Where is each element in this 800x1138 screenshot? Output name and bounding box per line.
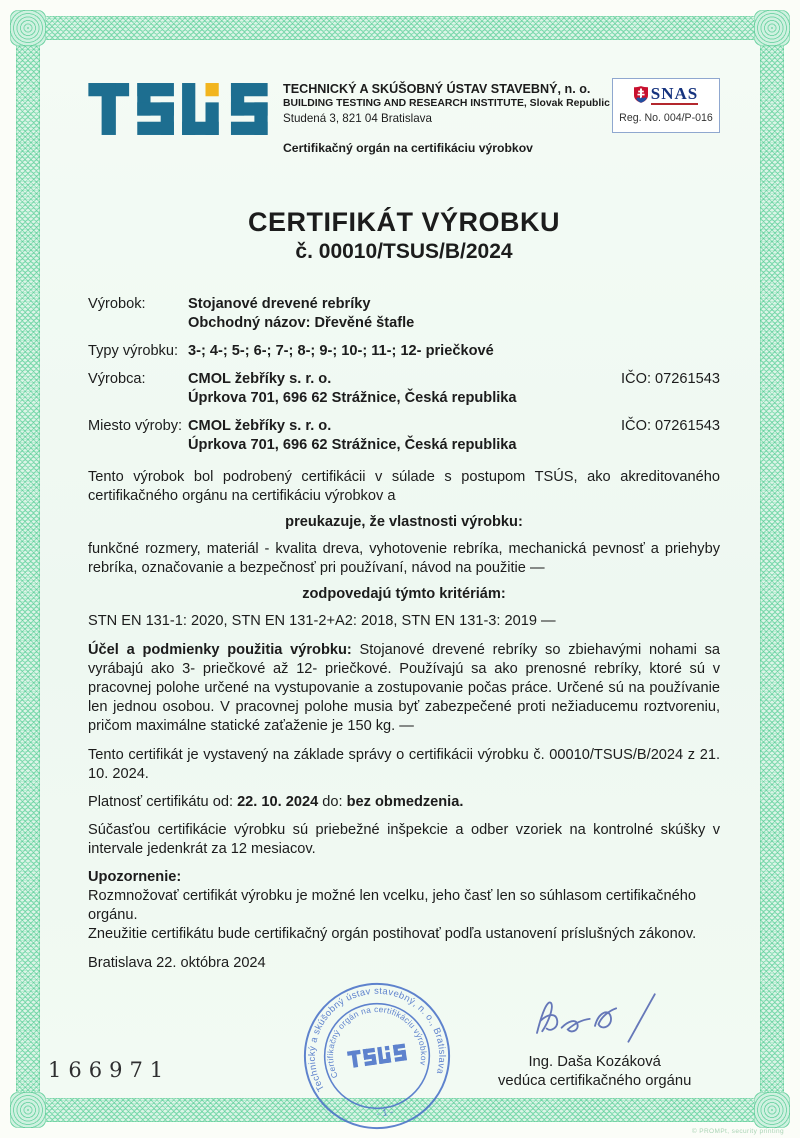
notice-line1: Rozmnožovať certifikát výrobku je možné len vcelku, jeho časť len so súhlasom certifikačného orgánu. xyxy=(88,888,696,923)
field-product-value xyxy=(188,295,414,333)
usage-label: Účel a podmienky použitia výrobku: xyxy=(88,642,352,658)
org-block xyxy=(283,78,610,158)
guilloche-border-top xyxy=(14,16,786,40)
snas-reg-no: Reg. No. 004/P-016 xyxy=(619,112,713,124)
footer xyxy=(88,977,720,1138)
notice-line2: Zneužitie certifikátu bude certifikačný orgán postihovať podľa ustanovení príslušných zákonov. xyxy=(88,926,697,942)
signature-handwriting xyxy=(520,989,670,1047)
snas-label: SNAS xyxy=(650,84,699,103)
field-types xyxy=(88,342,720,361)
field-product-label: Výrobok: xyxy=(88,296,146,312)
certificate-content xyxy=(88,78,720,1138)
round-stamp-icon xyxy=(298,977,456,1135)
field-manufacturer-line2: Úprkova 701, 696 62 Strážnice, Česká republika xyxy=(188,390,517,406)
title-number: č. 00010/TSUS/B/2024 xyxy=(295,240,513,263)
snas-badge-top xyxy=(617,84,715,105)
guilloche-border-left xyxy=(16,14,40,1124)
field-types-label: Typy výrobku: xyxy=(88,343,179,359)
criteria-heading: zodpovedajú týmto kritériám: xyxy=(302,586,506,602)
guilloche-corner-bottom-right xyxy=(754,1092,790,1128)
org-name-en: BUILDING TESTING AND RESEARCH INSTITUTE, Slovak Republic xyxy=(283,98,610,109)
field-production-site-line1: CMOL žebříky s. r. o. xyxy=(188,418,332,434)
logo-yellow-square xyxy=(206,83,219,96)
stamp-outer-text: Technický a skúšobný ústav stavebný, n. o., Bratislava xyxy=(306,985,448,1094)
usage-text: Stojanové drevené rebríky so zbiehavými nohami sa vyrábajú ako 3- priečkové až 12- priečkové. Používajú sa ako prenosné rebríky, ktoré sú v pracovnej polohe určené na vystupovanie a zostupovanie počas práce. Určené sú na používanie len jednou osobou. V pracovnej polohe musia byť zabezpečené proti nežiaducemu roztvoreniu, pričom maximálne statické zaťaženie je 150 kg. — xyxy=(88,642,720,734)
notice-heading: Upozornenie: xyxy=(88,869,182,885)
field-production-site-value xyxy=(188,417,517,455)
title-line1: CERTIFIKÁT VÝROBKU xyxy=(248,207,560,237)
field-production-site xyxy=(88,417,720,455)
snas-badge xyxy=(612,78,720,133)
tsus-logo-icon xyxy=(88,82,268,137)
properties-paragraph: funkčné rozmery, materiál - kvalita dreva, vyhotovenie rebríka, mechanická pevnosť a priehyby rebríka, označovanie a bezpečnosť pri používaní, návod na použitie — xyxy=(88,541,720,576)
round-stamp xyxy=(298,977,456,1138)
signer-role: vedúca certifikačného orgánu xyxy=(498,1073,692,1089)
fields xyxy=(88,295,720,455)
field-production-site-ico: IČO: 07261543 xyxy=(621,418,720,434)
org-address: Studená 3, 821 04 Bratislava xyxy=(283,112,432,125)
validity-mid: do: xyxy=(322,794,343,810)
basis-paragraph: Tento certifikát je vystavený na základe správy o certifikácii výrobku č. 00010/TSUS/B/2024 z 21. 10. 2024. xyxy=(88,747,720,782)
svg-text:Technický a skúšobný ústav sta xyxy=(298,977,451,1094)
stamp-tsus-logo-icon xyxy=(347,1043,407,1068)
standards-line: STN EN 131-1: 2020, STN EN 131-2+A2: 2018, STN EN 131-3: 2019 — xyxy=(88,613,556,629)
org-role: Certifikačný orgán na certifikáciu výrobkov xyxy=(283,141,533,155)
guilloche-corner-top-right xyxy=(754,10,790,46)
field-types-value: 3-; 4-; 5-; 6-; 7-; 8-; 9-; 10-; 11-; 12- priečkové xyxy=(188,343,494,359)
claim-heading: preukazuje, že vlastnosti výrobku: xyxy=(285,514,523,530)
certificate-title xyxy=(88,206,720,265)
stamp-number: - 1 - xyxy=(376,1106,394,1119)
serial-number: 166971 xyxy=(48,1058,171,1082)
validity-to: bez obmedzenia. xyxy=(346,794,464,810)
guilloche-corner-bottom-left xyxy=(10,1092,46,1128)
intro-paragraph: Tento výrobok bol podrobený certifikácii v súlade s postupom TSÚS, ako akreditovaného certifikačného orgánu na certifikáciu výrobkov a xyxy=(88,469,720,504)
validity-from: 22. 10. 2024 xyxy=(237,794,319,810)
field-manufacturer-line1: CMOL žebříky s. r. o. xyxy=(188,371,332,387)
place-date: Bratislava 22. októbra 2024 xyxy=(88,955,266,971)
slovak-emblem-icon xyxy=(634,86,648,103)
validity-line xyxy=(88,793,720,812)
org-name: TECHNICKÝ A SKÚŠOBNÝ ÚSTAV STAVEBNÝ, n. o. xyxy=(283,82,591,96)
field-manufacturer-label: Výrobca: xyxy=(88,371,146,387)
signature-block xyxy=(498,989,691,1091)
field-product xyxy=(88,295,720,333)
header xyxy=(88,78,720,158)
guilloche-corner-top-left xyxy=(10,10,46,46)
guilloche-border-right xyxy=(760,14,784,1124)
field-product-line1: Stojanové drevené rebríky xyxy=(188,296,371,312)
stamp-inner-text: Certifikačný orgán na certifikáciu výrobkov xyxy=(325,1004,430,1080)
usage-paragraph xyxy=(88,641,720,736)
printer-credit: © PROMPt, security printing xyxy=(691,1128,784,1135)
signer-name: Ing. Daša Kozáková xyxy=(528,1054,661,1070)
field-manufacturer xyxy=(88,370,720,408)
inspection-paragraph: Súčasťou certifikácie výrobku sú priebežné inšpekcie a odber vzoriek na kontrolné skúšky v intervale jedenkrát za 12 mesiacov. xyxy=(88,822,720,857)
field-production-site-label: Miesto výroby: xyxy=(88,418,183,434)
notice-block xyxy=(88,868,720,944)
field-manufacturer-value xyxy=(188,370,517,408)
field-manufacturer-ico: IČO: 07261543 xyxy=(621,371,720,387)
validity-label: Platnosť certifikátu od: xyxy=(88,794,233,810)
field-product-line2: Obchodný názov: Dřevěné štafle xyxy=(188,315,415,331)
field-production-site-line2: Úprkova 701, 696 62 Strážnice, Česká republika xyxy=(188,437,517,453)
